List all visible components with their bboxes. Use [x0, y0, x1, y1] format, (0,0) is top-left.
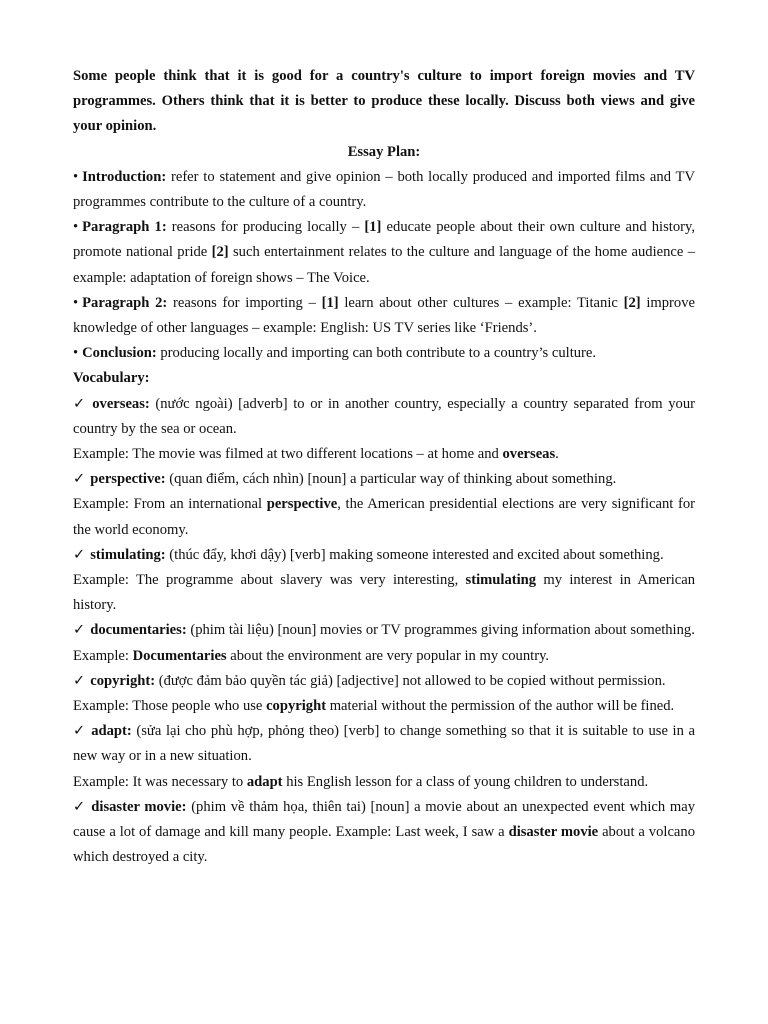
- plan-introduction: [73, 165, 695, 215]
- example-keyword: Documentaries: [132, 647, 227, 664]
- plan-label: Introduction:: [82, 168, 167, 185]
- plan-label: Paragraph 2:: [82, 294, 168, 311]
- plan-conclusion: [73, 341, 695, 366]
- vocab-term: overseas:: [92, 395, 150, 412]
- plan-paragraph-1: [73, 215, 695, 291]
- example-text: Example: It was necessary to: [73, 773, 247, 790]
- vocab-entry-adapt: [73, 719, 695, 769]
- example-text: Example: From an international: [73, 496, 267, 513]
- plan-text: such entertainment relates to the culture and language of the home audience – example: adaptation of foreign shows – The Voice.: [73, 244, 695, 286]
- vocab-definition: (được đảm bảo quyền tác giả) [adjective] not allowed to be copied without permission.: [155, 672, 666, 689]
- vocab-entry-overseas: [73, 392, 695, 442]
- vocab-entry-disaster-movie: [73, 795, 695, 871]
- vocab-example-overseas: [73, 442, 695, 467]
- plan-text: producing locally and importing can both contribute to a country’s culture.: [156, 345, 597, 362]
- checkmark-icon: ✓: [73, 622, 86, 639]
- plan-marker: [2]: [623, 294, 641, 311]
- checkmark-icon: ✓: [73, 395, 88, 412]
- example-keyword: adapt: [246, 773, 283, 790]
- plan-text: reasons for importing –: [167, 294, 322, 311]
- example-text: Example: Those people who use: [73, 698, 267, 715]
- vocab-example-copyright: [73, 694, 695, 719]
- checkmark-icon: ✓: [73, 723, 87, 740]
- example-keyword: disaster movie: [508, 824, 599, 841]
- example-text: about the environment are very popular in my country.: [226, 647, 550, 664]
- example-keyword: perspective: [266, 496, 338, 513]
- plan-marker: [1]: [321, 294, 339, 311]
- plan-marker: [1]: [364, 219, 382, 236]
- vocab-definition: (sửa lại cho phù hợp, phỏng theo) [verb] to change something so that it is suitable to use in a new way or in a new situation.: [73, 723, 696, 765]
- bullet-icon: •: [73, 345, 79, 362]
- essay-question: Some people think that it is good for a country's culture to import foreign movies and TV programmes. Others think that it is better to produce these locally. Discuss both views and give your opinion.: [73, 68, 695, 135]
- plan-label: Conclusion:: [82, 345, 157, 362]
- example-text: Example:: [73, 647, 133, 664]
- vocab-entry-documentaries: [73, 618, 695, 643]
- vocab-term: disaster movie:: [91, 798, 187, 815]
- example-text: my interest in American history.: [73, 572, 695, 614]
- bullet-icon: •: [73, 294, 79, 311]
- example-text: , the American presidential elections are very significant for the world economy.: [73, 496, 695, 538]
- example-keyword: stimulating: [465, 572, 537, 589]
- plan-marker: [2]: [211, 244, 229, 261]
- example-text: his English lesson for a class of young children to understand.: [282, 773, 649, 790]
- example-text: material without the permission of the author will be fined.: [326, 698, 675, 715]
- vocab-definition: (thúc đẩy, khơi dậy) [verb] making someone interested and excited about something.: [165, 546, 664, 563]
- bullet-icon: •: [73, 219, 79, 236]
- example-text: .: [555, 446, 559, 463]
- plan-text: educate people about their own culture and history, promote national pride: [73, 219, 695, 261]
- vocab-entry-stimulating: [73, 543, 695, 568]
- vocab-example-documentaries: [73, 644, 695, 669]
- checkmark-icon: ✓: [73, 798, 87, 815]
- plan-label: Paragraph 1:: [82, 219, 167, 236]
- plan-text: improve knowledge of other languages – example: English: US TV series like ‘Friends’.: [73, 294, 695, 337]
- vocab-definition: (nước ngoài) [adverb] to or in another country, especially a country separated from your country by the sea or ocean.: [73, 395, 695, 437]
- vocab-term: copyright:: [90, 672, 156, 689]
- vocab-term: stimulating:: [90, 546, 166, 563]
- essay-plan-title: Essay Plan:: [347, 143, 421, 160]
- vocabulary-title: Vocabulary:: [73, 370, 150, 387]
- plan-text: refer to statement and give opinion – both locally produced and imported films and TV programmes contribute to the culture of a country.: [73, 168, 695, 211]
- plan-text: reasons for producing locally –: [166, 219, 365, 236]
- bullet-icon: •: [73, 168, 79, 185]
- vocab-definition: (quan điểm, cách nhìn) [noun] a particular way of thinking about something.: [165, 471, 617, 488]
- vocab-definition: (phim về thảm họa, thiên tai) [noun] a movie about an unexpected event which may cause a lot of damage and kill many people. Example: Last week, I saw a: [73, 798, 695, 841]
- example-keyword: copyright: [266, 698, 327, 715]
- checkmark-icon: ✓: [73, 672, 86, 689]
- plan-text: learn about other cultures – example: Titanic: [338, 294, 624, 311]
- vocab-definition: (phim tài liệu) [noun] movies or TV programmes giving information about something.: [186, 622, 695, 639]
- plan-paragraph-2: [73, 291, 695, 341]
- vocab-example-stimulating: [73, 568, 695, 618]
- checkmark-icon: ✓: [73, 546, 86, 563]
- checkmark-icon: ✓: [73, 471, 86, 488]
- vocab-term: documentaries:: [90, 622, 187, 639]
- example-text: Example: The movie was filmed at two different locations – at home and: [73, 446, 503, 463]
- vocab-example-perspective: [73, 492, 695, 542]
- example-keyword: overseas: [502, 446, 556, 463]
- example-text: Example: The programme about slavery was very interesting,: [73, 572, 466, 589]
- example-text: about a volcano which destroyed a city.: [73, 824, 695, 866]
- vocab-entry-copyright: [73, 669, 695, 694]
- vocab-term: perspective:: [90, 471, 166, 488]
- vocab-term: adapt:: [91, 723, 132, 740]
- vocab-entry-perspective: [73, 467, 695, 492]
- vocab-example-adapt: [73, 770, 695, 795]
